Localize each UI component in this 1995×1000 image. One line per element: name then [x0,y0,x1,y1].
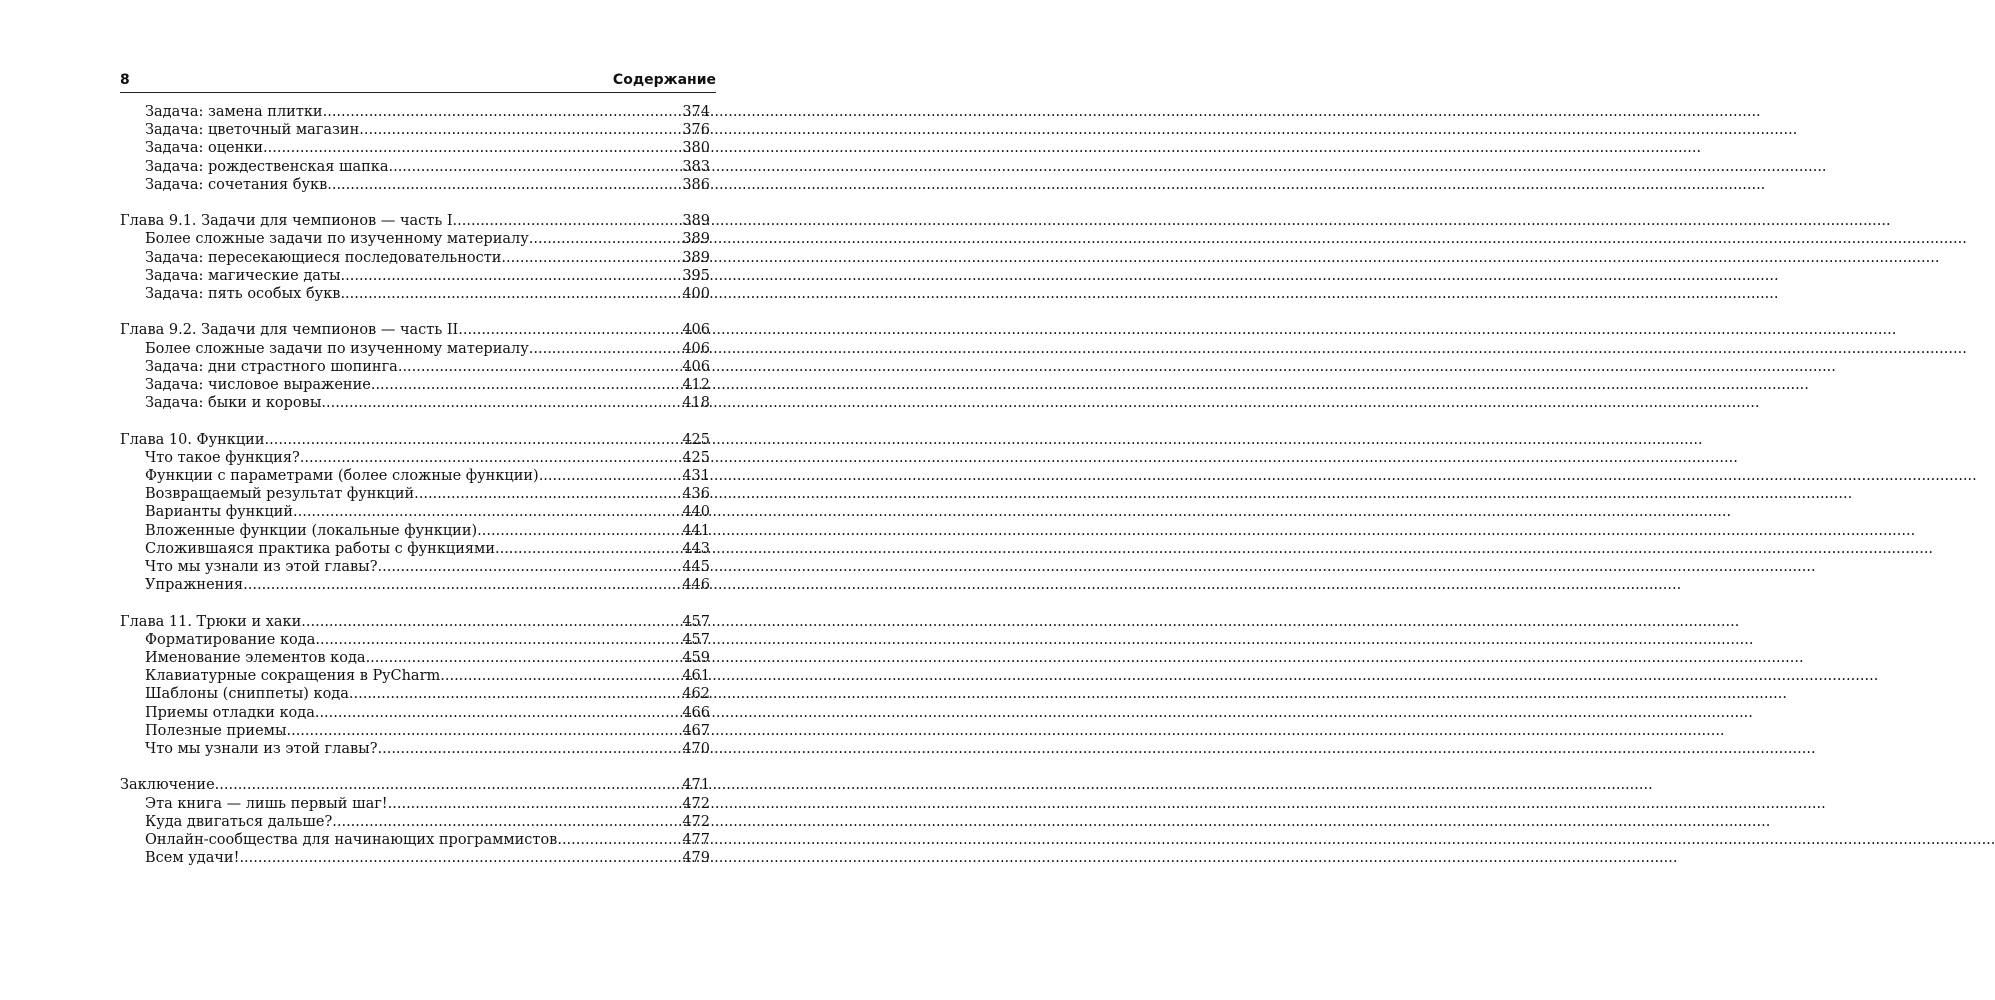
toc-entry-title: Задача: рождественская шапка [145,158,389,175]
toc-entry-title: Что мы узнали из этой главы? [145,559,378,576]
toc-entry[interactable] [120,649,710,667]
toc-entry-page: 383 [682,158,710,175]
toc-entry[interactable] [120,485,710,503]
toc-entry[interactable] [120,722,710,740]
toc-entry[interactable] [120,704,710,722]
dot-leader [349,685,682,703]
dot-leader [243,576,682,594]
dot-leader [359,121,682,139]
toc-group [120,613,710,759]
toc-entry[interactable] [120,121,710,139]
toc-entry-page: 395 [682,267,710,284]
dot-leader [529,340,683,358]
toc-entry[interactable] [120,540,710,558]
toc-entry-page: 436 [682,486,710,503]
toc-entry-title: Более сложные задачи по изученному материалу [145,340,529,357]
toc-entry-page: 477 [682,832,710,849]
dot-leader [371,376,682,394]
toc-entry[interactable] [120,667,710,685]
toc-entry-title: Вложенные функции (локальные функции) [145,522,478,539]
toc-entry-title: Что мы узнали из этой главы? [145,741,378,757]
toc-entry[interactable] [120,467,710,485]
toc-entry[interactable] [120,176,710,194]
page-number: 8 [120,72,130,88]
toc-entry-title: Всем удачи! [145,850,240,867]
toc-entry[interactable] [120,358,710,376]
toc-chapter-title: Глава 10. Функции [120,431,265,448]
toc-entry[interactable] [120,558,710,576]
toc-entry-page: 440 [682,504,710,521]
toc-entry-page: 472 [682,795,710,812]
toc-entry[interactable] [120,740,710,758]
dot-leader [327,176,682,194]
dot-leader [286,722,682,740]
toc-chapter[interactable] [120,321,710,339]
toc-entry-page: 470 [682,741,710,757]
toc-entry-page: 412 [682,377,710,394]
toc-entry-title: Задача: числовое выражение [145,377,371,394]
toc-chapter-page: 389 [682,213,710,230]
toc-entry-title: Задача: пересекающиеся последовательности [145,249,502,266]
toc-chapter[interactable] [120,776,710,794]
toc-entry-title: Именование элементов кода [145,650,366,667]
toc-entry-page: 380 [682,140,710,157]
toc-entry-title: Задача: цветочный магазин [145,122,360,139]
toc-entry-page: 374 [682,104,710,120]
toc-entry-page: 462 [682,686,710,703]
toc-entry-page: 443 [682,540,710,557]
toc-entry[interactable] [120,849,710,867]
dot-leader [215,776,683,794]
page-header [120,70,716,93]
dot-leader [332,813,682,831]
toc-entry[interactable] [120,685,710,703]
toc-entry-title: Более сложные задачи по изученному материалу [145,231,529,248]
toc-entry-page: 459 [682,650,710,667]
toc-entry-title: Полезные приемы [145,722,287,739]
toc-entry[interactable] [120,340,710,358]
toc-entry-page: 431 [682,468,710,485]
toc-entry-page: 466 [682,704,710,721]
table-of-contents [120,103,710,886]
dot-leader [301,613,682,631]
toc-entry[interactable] [120,394,710,412]
toc-chapter[interactable] [120,212,710,230]
toc-entry-page: 386 [682,176,710,193]
dot-leader [495,540,682,558]
toc-entry-title: Задача: пять особых букв [145,285,341,302]
dot-leader [315,704,682,722]
toc-entry-title: Упражнения [145,577,244,594]
toc-group [120,103,710,194]
toc-entry[interactable] [120,813,710,831]
dot-leader [340,285,682,303]
toc-chapter-title: Глава 9.2. Задачи для чемпионов — часть II [120,322,459,339]
dot-leader [501,249,682,267]
toc-group [120,212,710,303]
toc-entry-title: Варианты функций [145,504,293,521]
toc-entry[interactable] [120,139,710,157]
toc-entry-page: 461 [682,668,710,685]
toc-entry[interactable] [120,631,710,649]
toc-entry-title: Онлайн-сообщества для начинающих программистов [145,832,558,849]
toc-entry[interactable] [120,249,710,267]
toc-entry-page: 457 [682,631,710,648]
toc-entry-page: 389 [682,231,710,248]
toc-entry[interactable] [120,449,710,467]
dot-leader [539,467,683,485]
dot-leader [414,485,682,503]
toc-entry-title: Задача: магические даты [145,267,341,284]
toc-entry-title: Задача: быки и коровы [145,395,322,412]
toc-group [120,321,710,412]
dot-leader [341,267,683,285]
toc-chapter-page: 471 [682,777,710,794]
toc-entry[interactable] [120,103,710,121]
dot-leader [263,139,682,157]
toc-entry-title: Задача: оценки [145,140,264,157]
toc-entry[interactable] [120,503,710,521]
toc-entry-page: 467 [682,722,710,739]
toc-chapter-page: 457 [682,613,710,630]
dot-leader [388,795,683,813]
toc-entry[interactable] [120,795,710,813]
dot-leader [453,212,683,230]
toc-entry-page: 446 [682,577,710,594]
toc-entry-title: Задача: дни страстного шопинга [145,358,398,375]
toc-chapter-page: 425 [682,431,710,448]
dot-leader [321,394,682,412]
dot-leader [458,321,682,339]
toc-entry[interactable] [120,576,710,594]
dot-leader [265,431,683,449]
toc-entry-title: Что такое функция? [145,449,300,466]
dot-leader [239,849,682,867]
toc-chapter[interactable] [120,613,710,631]
toc-entry[interactable] [120,831,710,849]
toc-entry-title: Задача: сочетания букв [145,176,328,193]
dot-leader [315,631,682,649]
dot-leader [477,522,682,540]
toc-entry-page: 406 [682,340,710,357]
toc-entry-title: Эта книга — лишь первый шаг! [145,795,388,812]
toc-entry-page: 406 [682,358,710,375]
dot-leader [300,449,683,467]
toc-entry-title: Возвращаемый результат функций [145,486,415,503]
toc-group [120,431,710,595]
toc-entry[interactable] [120,285,710,303]
toc-entry-title: Сложившаяся практика работы с функциями [145,540,495,557]
toc-chapter-title: Глава 11. Трюки и хаки [120,613,302,630]
toc-entry-page: 479 [682,850,710,867]
dot-leader [323,103,683,121]
toc-entry[interactable] [120,522,710,540]
toc-entry-title: Шаблоны (сниппеты) кода [145,686,349,703]
toc-entry[interactable] [120,267,710,285]
toc-entry-page: 472 [682,813,710,830]
toc-entry[interactable] [120,230,710,248]
dot-leader [388,158,682,176]
toc-entry-page: 441 [682,522,710,539]
dot-leader [398,358,682,376]
toc-chapter-title: Глава 9.1. Задачи для чемпионов — часть I [120,213,453,230]
dot-leader [440,667,682,685]
dot-leader [366,649,683,667]
running-title: Содержание [612,72,716,88]
dot-leader [378,558,683,576]
toc-entry-page: 425 [682,449,710,466]
toc-chapter-page: 406 [682,322,710,339]
toc-entry-page: 445 [682,559,710,576]
dot-leader [378,740,683,758]
toc-entry-title: Куда двигаться дальше? [145,813,333,830]
dot-leader [529,230,683,248]
toc-entry-title: Функции с параметрами (более сложные функции) [145,468,539,485]
dot-leader [293,503,682,521]
toc-chapter-title: Заключение [120,777,215,794]
toc-entry-page: 376 [682,122,710,139]
toc-entry-title: Приемы отладки кода [145,704,315,721]
dot-leader [557,831,682,849]
toc-entry-title: Задача: замена плитки [145,104,323,120]
toc-entry-page: 400 [682,285,710,302]
toc-entry-page: 389 [682,249,710,266]
toc-group [120,776,710,867]
toc-entry-title: Клавиатурные сокращения в PyCharm [145,668,441,685]
toc-entry-page: 418 [682,395,710,412]
toc-entry[interactable] [120,376,710,394]
toc-entry-title: Форматирование кода [145,631,316,648]
toc-entry[interactable] [120,158,710,176]
toc-chapter[interactable] [120,431,710,449]
